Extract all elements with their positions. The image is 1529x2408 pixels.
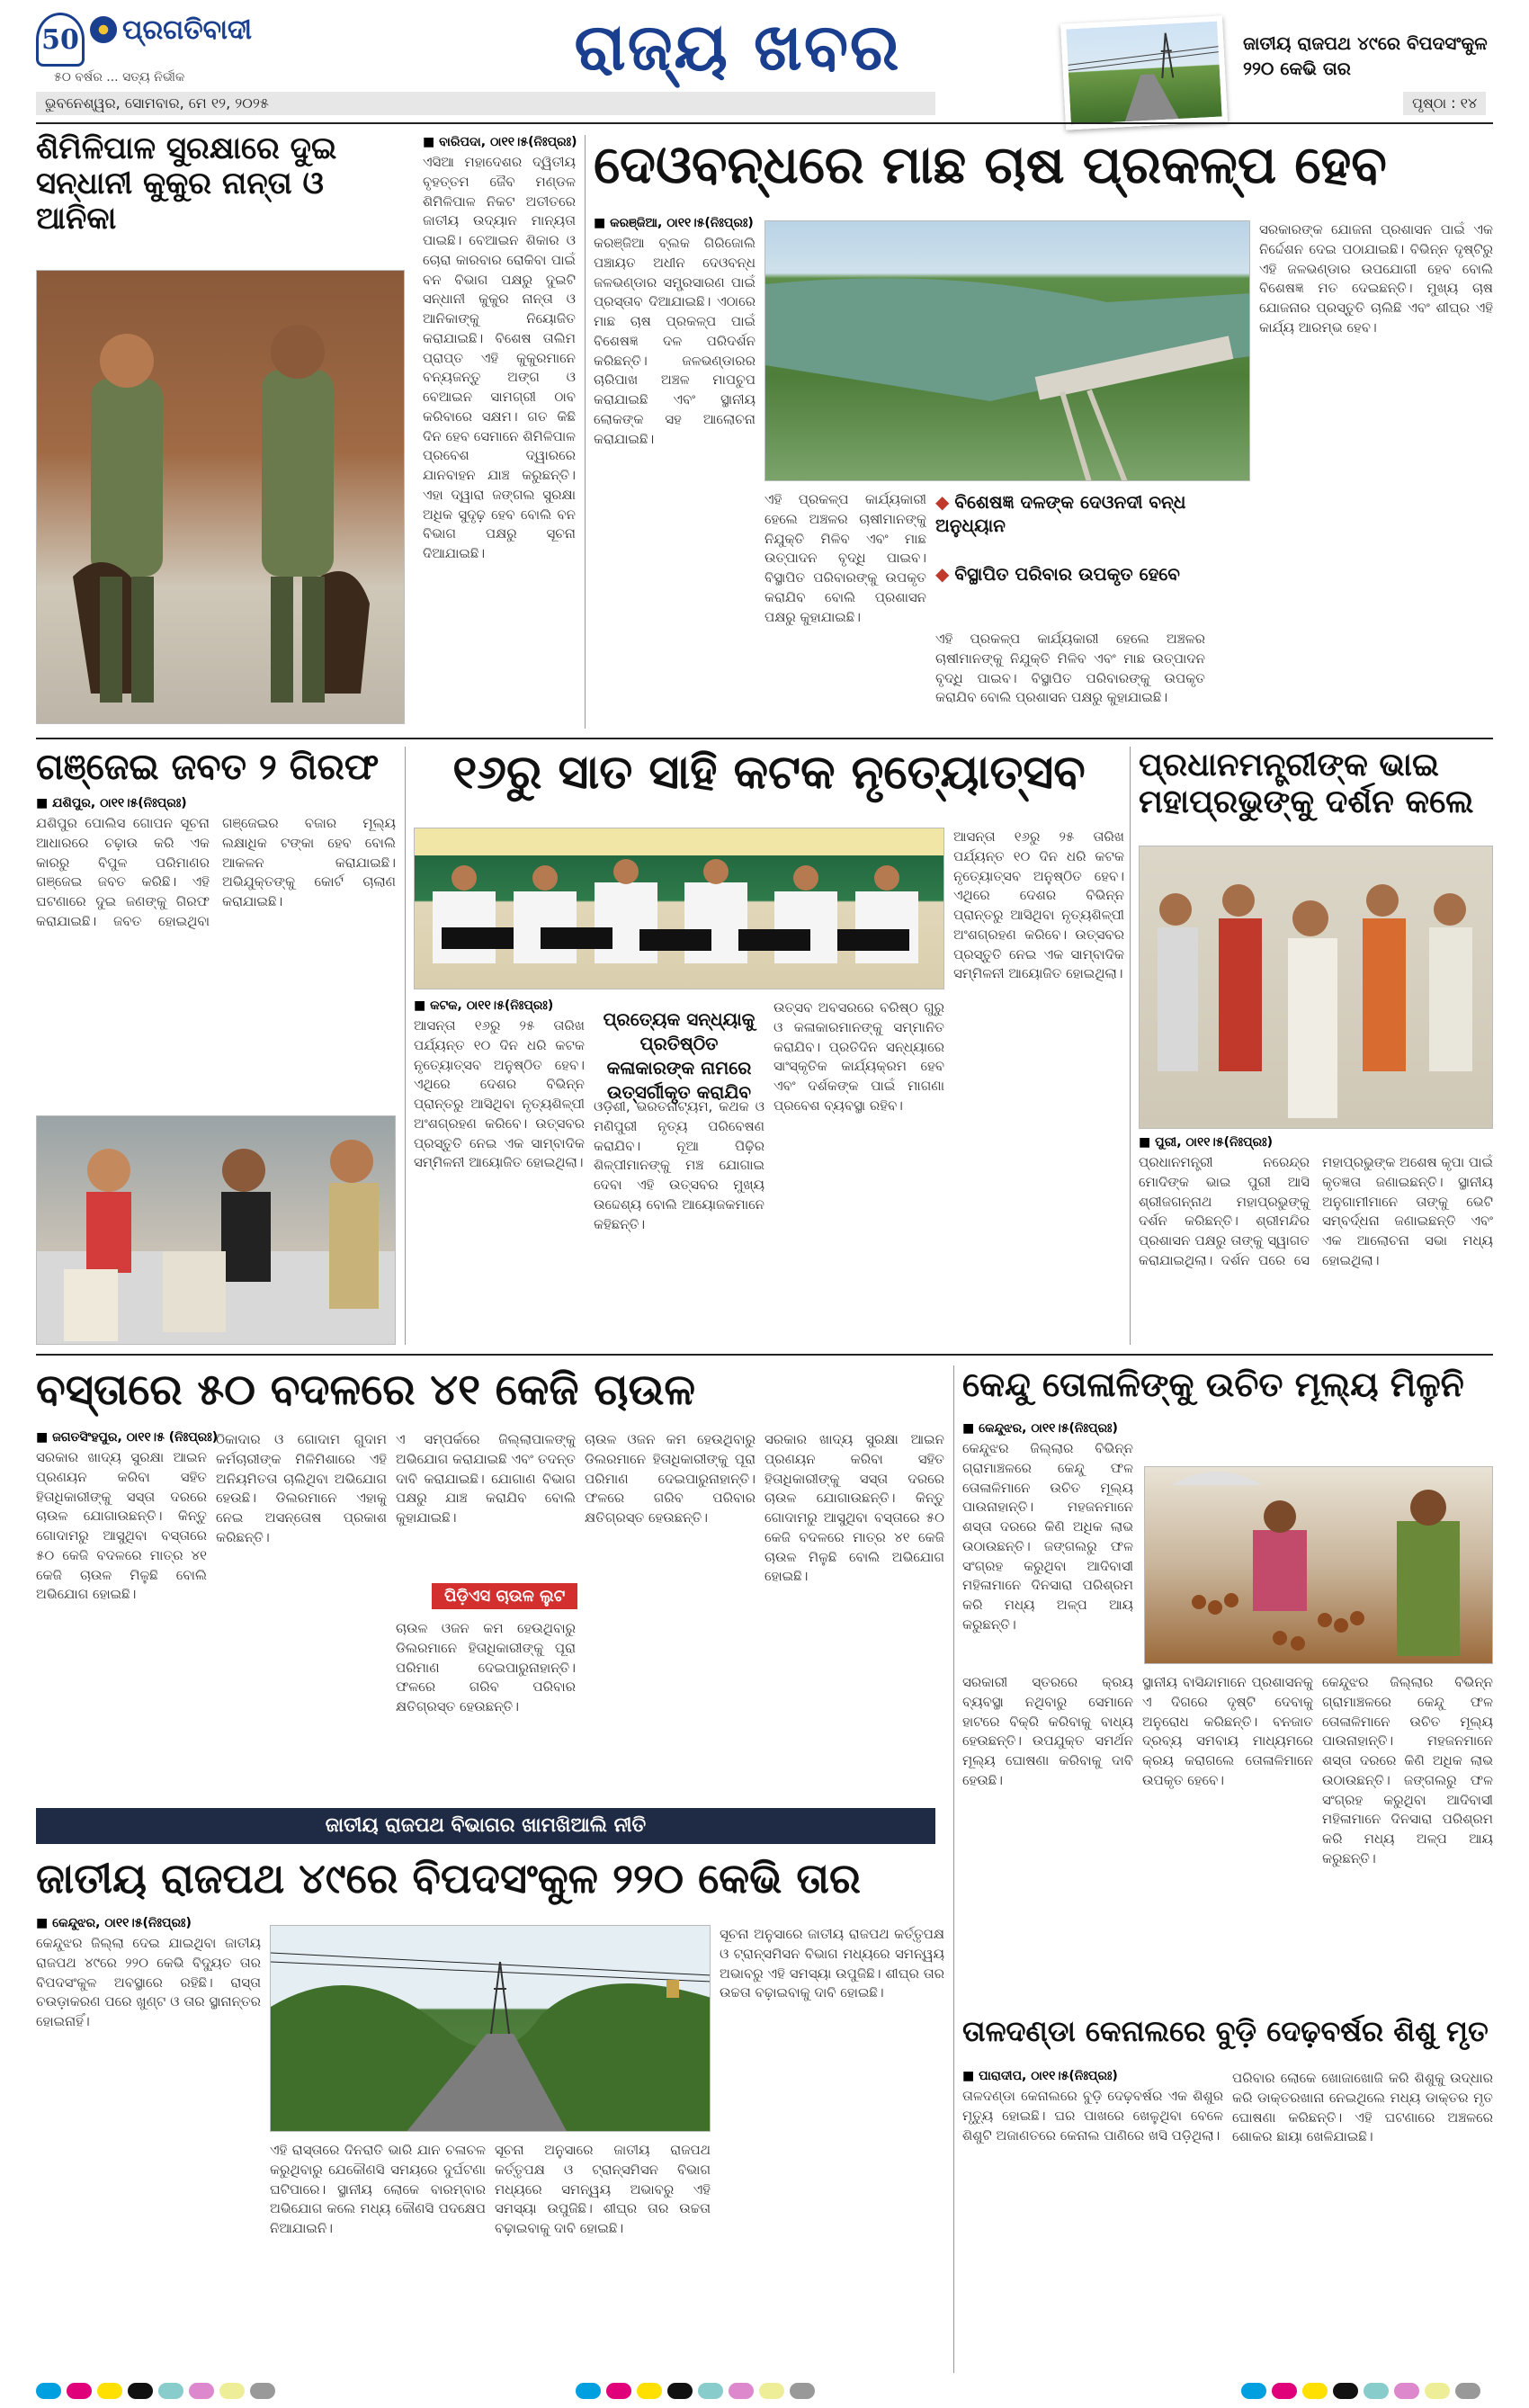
dam-aerial-photo[interactable] [764, 220, 1250, 481]
emblem-icon [90, 16, 117, 43]
ganja-body: ଯଶିପୁର ପୋଲିସ ଗୋପନ ସୂଚନା ଆଧାରରେ ଚଢ଼ାଉ କରି ଏକ କାରରୁ ବିପୁଳ ପରିମାଣର ଗଞ୍ଜେଇ ଜବତ କରିଛି। ଏହି ଘଟଣାରେ ଦୁଇ ଜଣଙ୍କୁ ଗିରଫ କରାଯାଇଛି। ଜବତ ହୋଇଥିବା ଗଞ୍ଜେଇର ବଜାର ମୂଲ୍ୟ ଲକ୍ଷାଧିକ ଟଙ୍କା ହେବ ବୋଲି ଆକଳନ କରାଯାଇଛି। ଅଭିଯୁକ୍ତଙ୍କୁ କୋର୍ଟ ଚାଲାଣ କରାଯାଇଛି। [36, 815, 396, 929]
anniversary-logo: 50 [36, 13, 85, 67]
pm-brother-body: ପ୍ରଧାନମନ୍ତ୍ରୀ ନରେନ୍ଦ୍ର ମୋଦିଙ୍କ ଭାଇ ପୁରୀ ଆସି ଶ୍ରୀଜଗନ୍ନାଥ ମହାପ୍ରଭୁଙ୍କୁ ଦର୍ଶନ କରିଛନ୍ତି। ଶ୍ରୀମନ୍ଦିର ପ୍ରଶାସନ ପକ୍ଷରୁ ତାଙ୍କୁ ସ୍ୱାଗତ କରାଯାଇଥିଲା। ଦର୍ଶନ ପରେ ସେ ମହାପ୍ରଭୁଙ୍କ ଅଶେଷ କୃପା ପାଇଁ କୃତଜ୍ଞତା ଜଣାଇଛନ୍ତି। ସ୍ଥାନୀୟ ଅନୁଗାମୀମାନେ ତାଙ୍କୁ ଭେଟି ସମ୍ବର୍ଦ୍ଧନା ଜଣାଇଛନ୍ତି ଏବଂ ଏକ ଆଲୋଚନା ସଭା ମଧ୍ୟ ହୋଇଥିଲା। [1139, 1154, 1493, 1268]
section-title: ରାଜ୍ୟ ଖବର [574, 9, 901, 85]
rice-dateline: ■ ଜଗତସିଂହପୁର, ଠା୧୧।୫ (ନିଃପ୍ରଃ) [36, 1430, 219, 1445]
bullet-icon: ◆ [935, 563, 950, 585]
ganja-seizure-photo[interactable] [36, 1115, 396, 1345]
rice-body-1: ସରକାର ଖାଦ୍ୟ ସୁରକ୍ଷା ଆଇନ ପ୍ରଣୟନ କରିବା ସହିତ ହିତାଧିକାରୀଙ୍କୁ ସସ୍ତା ଦରରେ ଚାଉଳ ଯୋଗାଉଛନ୍ତି। କିନ୍ତୁ ଗୋଦାମରୁ ଆସୁଥିବା ବସ୍ତାରେ ୫୦ କେଜି ବଦଳରେ ମାତ୍ର ୪୧ କେଜି ଚାଉଳ ମିଳୁଛି ବୋଲି ଅଭିଯୋଗ ହୋଇଛି। [36, 1449, 207, 1603]
dance-headline[interactable]: ୧୬ରୁ ସାତ ସାହି କଟକ ନୃତ୍ୟୋତ୍ସବ [452, 746, 1086, 800]
fish-body-4: ଏହି ପ୍ରକଳ୍ପ କାର୍ଯ୍ୟକାରୀ ହେଲେ ଅଞ୍ଚଳର ଚାଷୀମାନଙ୍କୁ ନିଯୁକ୍ତି ମିଳିବ ଏବଂ ମାଛ ଉତ୍ପାଦନ ବୃଦ୍ଧି ପାଇବ। ବିସ୍ଥାପିତ ପରିବାରଙ୍କୁ ଉପକୃତ କରାଯିବ ବୋଲି ପ୍ରଶାସନ ପକ୍ଷରୁ କୁହାଯାଇଛି। [935, 631, 1205, 706]
fish-body-2: ଏହି ପ୍ରକଳ୍ପ କାର୍ଯ୍ୟକାରୀ ହେଲେ ଅଞ୍ଚଳର ଚାଷୀମାନଙ୍କୁ ନିଯୁକ୍ତି ମିଳିବ ଏବଂ ମାଛ ଉତ୍ପାଦନ ବୃଦ୍ଧି ପାଇବ। ବିସ୍ଥାପିତ ପରିବାରଙ୍କୁ ଉପକୃତ କରାଯିବ ବୋଲି ପ୍ରଶାସନ ପକ୍ଷରୁ କୁହାଯାଇଛି। [764, 491, 926, 625]
rice-body-3: ଏ ସମ୍ପର୍କରେ ଜିଲ୍ଲାପାଳଙ୍କୁ ଅଭିଯୋଗ କରାଯାଇଛି ଏବଂ ତଦନ୍ତ ଦାବି କରାଯାଇଛି। ଯୋଗାଣ ବିଭାଗ ପକ୍ଷରୁ ଯାଞ୍ଚ କରାଯିବ ବୋଲି କୁହାଯାଇଛି। [396, 1431, 576, 1526]
highway-dateline: ■ କେନ୍ଦୁଝର, ଠା୧୧।୫(ନିଃପ୍ରଃ) [36, 1916, 192, 1930]
dance-body-2: ଓଡ଼ିଶୀ, ଭରତନାଟ୍ୟମ, କଥକ ଓ ମଣିପୁରୀ ନୃତ୍ୟ ପରିବେଷଣ କରାଯିବ। ନୂଆ ପିଢ଼ିର ଶିଳ୍ପୀମାନଙ୍କୁ ମଞ୍ଚ ଯୋଗାଇ ଦେବା ଏହି ଉତ୍ସବର ମୁଖ୍ୟ ଉଦ୍ଦେଶ୍ୟ ବୋଲି ଆୟୋଜକମାନେ କହିଛନ୍ତି। [594, 1098, 764, 1232]
kendu-body-3: ସ୍ଥାନୀୟ ବାସିନ୍ଦାମାନେ ପ୍ରଶାସନକୁ ଏ ଦିଗରେ ଦୃଷ୍ଟି ଦେବାକୁ ଅନୁରୋଧ କରିଛନ୍ତି। ବନଜାତ ଦ୍ରବ୍ୟ ସମବାୟ ମାଧ୍ୟମରେ କ୍ରୟ କରାଗଲେ ତୋଳାଳିମାନେ ଉପକୃତ ହେବେ। [1142, 1674, 1313, 1788]
teaser-photo[interactable] [1060, 15, 1228, 130]
fish-dateline: ■ କରଞ୍ଜିଆ, ଠା୧୧।୫(ନିଃପ୍ରଃ) [594, 216, 754, 230]
dogs-photo[interactable] [36, 270, 405, 724]
rice-body-5: ସରକାର ଖାଦ୍ୟ ସୁରକ୍ଷା ଆଇନ ପ୍ରଣୟନ କରିବା ସହିତ ହିତାଧିକାରୀଙ୍କୁ ସସ୍ତା ଦରରେ ଚାଉଳ ଯୋଗାଉଛନ୍ତି। କିନ୍ତୁ ଗୋଦାମରୁ ଆସୁଥିବା ବସ୍ତାରେ ୫୦ କେଜି ବଦଳରେ ମାତ୍ର ୪୧ କେଜି ଚାଉଳ ମିଳୁଛି ବୋଲି ଅଭିଯୋଗ ହୋଇଛି। [764, 1431, 944, 1585]
teaser-headline[interactable]: ଜାତୀୟ ରାଜପଥ ୪୯ରେ ବିପଦସଂକୁଳ ୨୨୦ କେଭି ତାର [1243, 32, 1488, 79]
dogs-headline[interactable]: ଶିମିଳିପାଳ ସୁରକ୍ଷାରେ ଦୁଇ ସନ୍ଧାନୀ କୁକୁର ନାନ୍ତା ଓ ଆନିକା [36, 130, 337, 237]
ganja-dateline: ■ ଯଶିପୁର, ଠା୧୧।୫(ନିଃପ୍ରଃ) [36, 796, 187, 810]
drowning-headline[interactable]: ତାଳଦଣ୍ଡା କେନାଲରେ ବୁଡ଼ି ଦେଢ଼ବର୍ଷର ଶିଶୁ ମୃତ [962, 2014, 1489, 2048]
kendu-body-1: କେନ୍ଦୁଝର ଜିଲ୍ଲାର ବିଭିନ୍ନ ଗ୍ରାମାଞ୍ଚଳରେ କେନ୍ଦୁ ଫଳ ତୋଳାଳିମାନେ ଉଚିତ ମୂଲ୍ୟ ପାଉନାହାନ୍ତି। ମହଜନମାନେ ଶସ୍ତା ଦରରେ କିଣି ଅଧିକ ଲାଭ ଉଠାଉଛନ୍ତି। ଜଙ୍ଗଲରୁ ଫଳ ସଂଗ୍ରହ କରୁଥିବା ଆଦିବାସୀ ମହିଳାମାନେ ଦିନସାରା ପରିଶ୍ରମ କରି ମଧ୍ୟ ଅଳ୍ପ ଆୟ କରୁଛନ୍ତି। [962, 1440, 1133, 1633]
fish-callout-2: ◆ ବିସ୍ଥାପିତ ପରିବାର ଉପକୃତ ହେବେ [935, 562, 1205, 586]
brand-tagline: ୫୦ ବର୍ଷର ... ସତ୍ୟ ନିର୍ଭୀକ [54, 70, 185, 85]
rice-body-3b: ଚାଉଳ ଓଜନ କମ ହେଉଥିବାରୁ ଡିଲରମାନେ ହିତାଧିକାରୀଙ୍କୁ ପୂରା ପରିମାଣ ଦେଇପାରୁନାହାନ୍ତି। ଫଳରେ ଗରିବ ପରିବାର କ୍ଷତିଗ୍ରସ୍ତ ହେଉଛନ୍ତି। [396, 1620, 576, 1714]
drowning-body-1: ତାଳଦଣ୍ଡା କେନାଲରେ ବୁଡ଼ି ଦେଢ଼ବର୍ଷର ଏକ ଶିଶୁର ମୃତ୍ୟୁ ହୋଇଛି। ଘର ପାଖରେ ଖେଳୁଥିବା ବେଳେ ଶିଶୁଟି ଅଜାଣତରେ କେନାଲ ପାଣିରେ ଖସି ପଡ଼ିଥିଲା। [962, 2088, 1223, 2144]
print-colorbar-right [1241, 2383, 1480, 2399]
kendu-body-4: କେନ୍ଦୁଝର ଜିଲ୍ଲାର ବିଭିନ୍ନ ଗ୍ରାମାଞ୍ଚଳରେ କେନ୍ଦୁ ଫଳ ତୋଳାଳିମାନେ ଉଚିତ ମୂଲ୍ୟ ପାଉନାହାନ୍ତି। ମହଜନମାନେ ଶସ୍ତା ଦରରେ କିଣି ଅଧିକ ଲାଭ ଉଠାଉଛନ୍ତି। ଜଙ୍ଗଲରୁ ଫଳ ସଂଗ୍ରହ କରୁଥିବା ଆଦିବାସୀ ମହିଳାମାନେ ଦିନସାରା ପରିଶ୍ରମ କରି ମଧ୍ୟ ଅଳ୍ପ ଆୟ କରୁଛନ୍ତି। [1322, 1674, 1493, 1866]
ganja-headline[interactable]: ଗଞ୍ଜେଇ ଜବତ ୨ ଗିରଫ [36, 747, 380, 788]
bullet-icon: ◆ [935, 491, 950, 513]
highway-body-1: କେନ୍ଦୁଝର ଜିଲ୍ଲା ଦେଇ ଯାଇଥିବା ଜାତୀୟ ରାଜପଥ ୪୯ରେ ୨୨୦ କେଭି ବିଦ୍ୟୁତ ତାର ବିପଦସଂକୁଳ ଅବସ୍ଥାରେ ରହିଛି। ରାସ୍ତା ଚଉଡ଼ାକରଣ ପରେ ଖୁଣ୍ଟ ଓ ତାର ସ୍ଥାନାନ୍ତର ହୋଇନାହିଁ। [36, 1935, 261, 2029]
dateline: ଭୁବନେଶ୍ୱର, ସୋମବାର, ମେ ୧୨, ୨୦୨୫ [36, 92, 935, 115]
fish-callout-1: ◆ ବିଶେଷଜ୍ଞ ଦଳଙ୍କ ଦେଓନଦୀ ବନ୍ଧ ଅନୁଧ୍ୟାନ [935, 490, 1205, 537]
print-colorbar [36, 2383, 275, 2399]
dogs-body-column: ଏସିଆ ମହାଦେଶର ଦ୍ୱିତୀୟ ବୃହତ୍ତମ ଜୈବ ମଣ୍ଡଳ ଶିମିଳିପାଳ ନିକଟ ଅତୀତରେ ଜାତୀୟ ଉଦ୍ୟାନ ମାନ୍ୟତା ପାଇଛି। ବେଆଇନ ଶିକାର ଓ ଚୋରା କାରବାର ରୋକିବା ପାଇଁ ବନ ବିଭାଗ ପକ୍ଷରୁ ଦୁଇଟି ସନ୍ଧାନୀ କୁକୁର ନାନ୍ତା ଓ ଆନିକାଙ୍କୁ ନିୟୋଜିତ କରାଯାଇଛି। ବିଶେଷ ତାଲିମ ପ୍ରାପ୍ତ ଏହି କୁକୁରମାନେ ବନ୍ୟଜନ୍ତୁ ଅଙ୍ଗ ଓ ବେଆଇନ ସାମଗ୍ରୀ ଠାବ କରିବାରେ ସକ୍ଷମ। ଗତ କିଛି ଦିନ ହେବ ସେମାନେ ଶିମିଳିପାଳ ପ୍ରବେଶ ଦ୍ୱାରରେ ଯାନବାହନ ଯାଞ୍ଚ କରୁଛନ୍ତି। ଏହା ଦ୍ୱାରା ଜଙ୍ଗଲ ସୁରକ୍ଷା ଅଧିକ ସୁଦୃଢ଼ ହେବ ବୋଲି ବନ ବିଭାଗ ପକ୍ଷରୁ ସୂଚନା ଦିଆଯାଇଛି। [423, 154, 576, 561]
highway-band: ଜାତୀୟ ରାଜପଥ ବିଭାଗର ଖାମଖିଆଲି ନୀତି [36, 1808, 935, 1844]
kendu-headline[interactable]: କେନ୍ଦୁ ତୋଳାଳିଙ୍କୁ ଉଚିତ ମୂଲ୍ୟ ମିଳୁନି [962, 1365, 1464, 1404]
fish-headline[interactable]: ଦେଓବନ୍ଧରେ ମାଛ ଚାଷ ପ୍ରକଳ୍ପ ହେବ [594, 134, 1387, 195]
kendu-dateline: ■ କେନ୍ଦୁଝର, ଠା୧୧।୫(ନିଃପ୍ରଃ) [962, 1421, 1118, 1436]
kendu-body-2: ସରକାରୀ ସ୍ତରରେ କ୍ରୟ ବ୍ୟବସ୍ଥା ନଥିବାରୁ ସେମାନେ ହାଟରେ ବିକ୍ରି କରିବାକୁ ବାଧ୍ୟ ହେଉଛନ୍ତି। ଉପଯୁକ୍ତ ସମର୍ଥନ ମୂଲ୍ୟ ଘୋଷଣା କରିବାକୁ ଦାବି ହେଉଛି। [962, 1674, 1133, 1788]
dance-body-1: ଆସନ୍ତା ୧୬ରୁ ୨୫ ତାରିଖ ପର୍ଯ୍ୟନ୍ତ ୧୦ ଦିନ ଧରି କଟକ ନୃତ୍ୟୋତ୍ସବ ଅନୁଷ୍ଠିତ ହେବ। ଏଥିରେ ଦେଶର ବିଭିନ୍ନ ପ୍ରାନ୍ତରୁ ଆସିଥିବା ନୃତ୍ୟଶିଳ୍ପୀ ଅଂଶଗ୍ରହଣ କରିବେ। ଉତ୍ସବର ପ୍ରସ୍ତୁତି ନେଇ ଏକ ସାମ୍ବାଦିକ ସମ୍ମିଳନୀ ଆୟୋଜିତ ହୋଇଥିଲା। [414, 1017, 585, 1171]
dogs-dateline: ■ ବାରିପଦା, ଠା୧୧।୫(ନିଃପ୍ରଃ) [423, 135, 577, 149]
dance-pull-quote: ପ୍ରତ୍ୟେକ ସନ୍ଧ୍ୟାକୁ ପ୍ରତିଷ୍ଠିତ କଳାକାରଙ୍କ ନାମରେ ଉତ୍ସର୍ଗୀକୃତ କରାଯିବ [603, 1008, 756, 1103]
highway-body-2: ଏହି ରାସ୍ତାରେ ଦିନରାତି ଭାରି ଯାନ ଚଳାଚଳ କରୁଥିବାରୁ ଯେକୌଣସି ସମୟରେ ଦୁର୍ଘଟଣା ଘଟିପାରେ। ସ୍ଥାନୀୟ ଲୋକେ ବାରମ୍ବାର ଅଭିଯୋଗ କଲେ ମଧ୍ୟ କୌଣସି ପଦକ୍ଷେପ ନିଆଯାଇନି। [270, 2142, 486, 2236]
dance-body-3: ଉତ୍ସବ ଅବସରରେ ବରିଷ୍ଠ ଗୁରୁ ଓ କଳାକାରମାନଙ୍କୁ ସମ୍ମାନିତ କରାଯିବ। ପ୍ରତିଦିନ ସନ୍ଧ୍ୟାରେ ସାଂସ୍କୃତିକ କାର୍ଯ୍ୟକ୍ରମ ହେବ ଏବଂ ଦର୍ଶକଙ୍କ ପାଇଁ ମାଗଣା ପ୍ରବେଶ ବ୍ୟବସ୍ଥା ରହିବ। [773, 999, 944, 1114]
rice-body-2: ଠିକାଦାର ଓ ଗୋଦାମ ଗୁଦାମ କର୍ମଚାରୀଙ୍କ ମିଳିମିଶାରେ ଏହି ଅନିୟମିତତା ଚାଲିଥିବା ଅଭିଯୋଗ ହେଉଛି। ଡିଲରମାନେ ଏହାକୁ ନେଇ ଅସନ୍ତୋଷ ପ୍ରକାଶ କରିଛନ୍ତି। [216, 1431, 387, 1545]
page-number: ପୃଷ୍ଠା : ୧୪ [1403, 92, 1486, 115]
rice-body-4: ଚାଉଳ ଓଜନ କମ ହେଉଥିବାରୁ ଡିଲରମାନେ ହିତାଧିକାରୀଙ୍କୁ ପୂରା ପରିମାଣ ଦେଇପାରୁନାହାନ୍ତି। ଫଳରେ ଗରିବ ପରିବାର କ୍ଷତିଗ୍ରସ୍ତ ହେଉଛନ୍ତି। [585, 1431, 756, 1526]
pm-brother-dateline: ■ ପୁରୀ, ଠା୧୧।୫(ନିଃପ୍ରଃ) [1139, 1135, 1274, 1150]
highway-headline[interactable]: ଜାତୀୟ ରାଜପଥ ୪୯ରେ ବିପଦସଂକୁଳ ୨୨୦ କେଭି ତାର [36, 1854, 861, 1902]
fish-body-1: କରଞ୍ଜିଆ ବ୍ଲକ ଗିରିଜୋଲି ପଞ୍ଚାୟତ ଅଧୀନ ଦେଓବନ୍ଧ ଜଳଭଣ୍ଡାର ସମ୍ପ୍ରସାରଣ ପାଇଁ ପ୍ରସ୍ତାବ ଦିଆଯାଇଛି। ଏଠାରେ ମାଛ ଚାଷ ପ୍ରକଳ୍ପ ପାଇଁ ବିଶେଷଜ୍ଞ ଦଳ ପରିଦର୍ଶନ କରିଛନ୍ତି। ଜଳଭଣ୍ଡାରର ଚାରିପାଖ ଅଞ୍ଚଳ ମାପଚୁପ କରାଯାଇଛି ଏବଂ ସ୍ଥାନୀୟ ଲୋକଙ୍କ ସହ ଆଲୋଚନା କରାଯାଇଛି। [594, 235, 756, 447]
rice-tag: ପିଡ଼ିଏସ ଚାଉଳ ଲୁଟ [432, 1583, 577, 1609]
highway-body-3: ସୂଚନା ଅନୁସାରେ ଜାତୀୟ ରାଜପଥ କର୍ତ୍ତୃପକ୍ଷ ଓ ଟ୍ରାନ୍ସମିସନ ବିଭାଗ ମଧ୍ୟରେ ସମନ୍ୱୟ ଅଭାବରୁ ଏହି ସମସ୍ୟା ଉପୁଜିଛି। ଶୀଘ୍ର ତାର ଉଚ୍ଚତା ବଢ଼ାଇବାକୁ ଦାବି ହୋଇଛି। [720, 1926, 944, 2001]
fish-body-3: ସରକାରଙ୍କ ଯୋଜନା ପ୍ରଶାସନ ପାଇଁ ଏକ ନିର୍ଦ୍ଦେଶନ ଦେଇ ପଠାଯାଇଛି। ବିଭିନ୍ନ ଦୃଷ୍ଟିରୁ ଏହି ଜଳଭଣ୍ଡାର ଉପଯୋଗୀ ହେବ ବୋଲି ବିଶେଷଜ୍ଞ ମତ ଦେଇଛନ୍ତି। ମୁଖ୍ୟ ଚାଷ ଯୋଜନାର ପ୍ରସ୍ତୁତି ଚାଲିଛି ଏବଂ ଶୀଘ୍ର ଏହି କାର୍ଯ୍ୟ ଆରମ୍ଭ ହେବ। [1259, 221, 1493, 336]
rice-headline[interactable]: ବସ୍ତାରେ ୫୦ ବଦଳରେ ୪୧ କେଜି ଚାଉଳ [36, 1365, 696, 1415]
brand-name: ପ୍ରଗତିବାଦୀ [122, 14, 253, 46]
pm-brother-photo[interactable] [1139, 846, 1493, 1129]
highway-powerline-photo[interactable] [270, 1925, 711, 2132]
drowning-dateline: ■ ପାରାଦୀପ, ଠା୧୧।୫(ନିଃପ୍ରଃ) [962, 2069, 1118, 2083]
drowning-body-2: ପରିବାର ଲୋକେ ଖୋଜାଖୋଜି କରି ଶିଶୁକୁ ଉଦ୍ଧାର କରି ଡାକ୍ତରଖାନା ନେଇଥିଲେ ମଧ୍ୟ ଡାକ୍ତର ମୃତ ଘୋଷଣା କରିଛନ୍ତି। ଏହି ଘଟଣାରେ ଅଞ୍ଚଳରେ ଶୋକର ଛାୟା ଖେଳିଯାଇଛି। [1232, 2070, 1493, 2145]
dance-body-4: ଆସନ୍ତା ୧୬ରୁ ୨୫ ତାରିଖ ପର୍ଯ୍ୟନ୍ତ ୧୦ ଦିନ ଧରି କଟକ ନୃତ୍ୟୋତ୍ସବ ଅନୁଷ୍ଠିତ ହେବ। ଏଥିରେ ଦେଶର ବିଭିନ୍ନ ପ୍ରାନ୍ତରୁ ଆସିଥିବା ନୃତ୍ୟଶିଳ୍ପୀ ଅଂଶଗ୍ରହଣ କରିବେ। ଉତ୍ସବର ପ୍ରସ୍ତୁତି ନେଇ ଏକ ସାମ୍ବାଦିକ ସମ୍ମିଳନୀ ଆୟୋଜିତ ହୋଇଥିଲା। [953, 828, 1124, 982]
print-colorbar-center [576, 2383, 815, 2399]
dance-press-photo[interactable] [414, 828, 944, 989]
pm-brother-headline[interactable]: ପ୍ରଧାନମନ୍ତ୍ରୀଙ୍କ ଭାଇ ମହାପ୍ରଭୁଙ୍କୁ ଦର୍ଶନ କଲେ [1139, 747, 1474, 821]
dance-dateline: ■ କଟକ, ଠା୧୧।୫(ନିଃପ୍ରଃ) [414, 998, 554, 1013]
kendu-market-photo[interactable] [1144, 1466, 1493, 1664]
highway-body-2b: ସୂଚନା ଅନୁସାରେ ଜାତୀୟ ରାଜପଥ କର୍ତ୍ତୃପକ୍ଷ ଓ ଟ୍ରାନ୍ସମିସନ ବିଭାଗ ମଧ୍ୟରେ ସମନ୍ୱୟ ଅଭାବରୁ ଏହି ସମସ୍ୟା ଉପୁଜିଛି। ଶୀଘ୍ର ତାର ଉଚ୍ଚତା ବଢ଼ାଇବାକୁ ଦାବି ହୋଇଛି। [495, 2142, 711, 2236]
